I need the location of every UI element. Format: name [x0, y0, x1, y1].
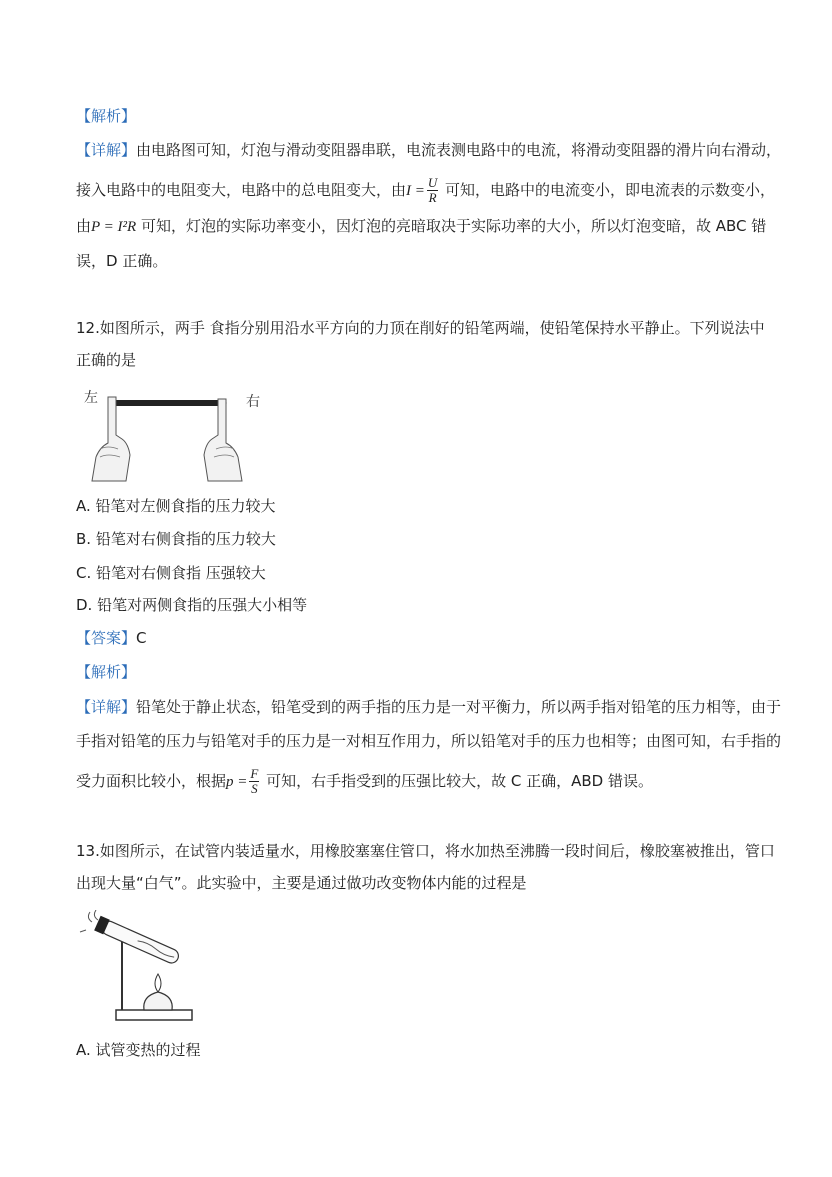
pressure-formula-lhs: p =	[226, 774, 248, 790]
analysis-tag: 【解析】	[76, 107, 137, 125]
q12-answer	[76, 628, 147, 648]
q11-detail-line-3: 由P = I²R 可知，灯泡的实际功率变小，因灯泡的亮暗取决于实际功率的大小，所以灯泡变暗，故 ABC 错	[76, 217, 767, 235]
current-formula-lhs: I =	[406, 183, 425, 199]
detail-tag: 【详解】	[76, 141, 137, 159]
q11-detail-line-2: 接入电路中的电阻变大，电路中的总电阻变大，由I = $\frac{U}{R}$ 可知，电路中的电流变小，即电流表的示数变小，	[76, 175, 776, 205]
stand-base	[116, 1010, 192, 1020]
test-tube	[100, 919, 181, 965]
right-hand	[204, 399, 242, 481]
q13-stem-line-1: 13.如图所示，在试管内装适量水，用橡胶塞塞住管口，将水加热至沸腾一段时间后，橡胶塞被推出，管口	[76, 842, 775, 860]
q12-option-b: B. 铅笔对右侧食指的压力较大	[76, 530, 276, 548]
pencil-hands-drawing	[78, 383, 258, 483]
detail-tag: 【详解】	[76, 698, 137, 716]
q12-option-c: C. 铅笔对右侧食指 压强较大	[76, 564, 266, 582]
figure-right-label: 右	[246, 394, 260, 410]
pencil-fingers-figure	[78, 383, 258, 483]
q12-option-a: A. 铅笔对左侧食指的压力较大	[76, 497, 276, 515]
q12-detail-line-1: 【详解】铅笔处于静止状态，铅笔受到的两手指的压力是一对平衡力，所以两手指对铅笔的压力相等，由于	[76, 698, 782, 716]
q11-detail-line-1: 【详解】由电路图可知，灯泡与滑动变阻器串联，电流表测电路中的电流，将滑动变阻器的滑片向右滑动，	[76, 141, 782, 159]
q12-option-d: D. 铅笔对两侧食指的压强大小相等	[76, 596, 308, 614]
q12-stem-line-2: 正确的是	[76, 351, 137, 369]
pencil-body	[112, 400, 220, 406]
test-tube-figure	[78, 910, 198, 1025]
left-hand	[92, 397, 130, 481]
answer-value: C	[136, 629, 147, 647]
pressure-formula-fraction: $\frac{F}{S}$	[250, 766, 259, 796]
answer-tag: 【答案】	[76, 629, 137, 647]
q12-detail-line-3: 受力面积比较小，根据p = $\frac{F}{S}$ 可知，右手指受到的压强比较大，故 C 正确，ABD 错误。	[76, 766, 653, 796]
power-formula: P = I²R	[91, 219, 137, 235]
current-formula-fraction: $\frac{U}{R}$	[427, 175, 438, 205]
q13-option-a: A. 试管变热的过程	[76, 1041, 201, 1059]
q12-stem-line-1: 12.如图所示，两手 食指分别用沿水平方向的力顶在削好的铅笔两端，使铅笔保持水平静止。下列说法中	[76, 319, 765, 337]
q13-stem-line-2: 出现大量“白气”。此实验中，主要是通过做功改变物体内能的过程是	[76, 874, 527, 892]
q11-detail-line-4: 误，D 正确。	[76, 252, 168, 270]
figure-left-label: 左	[84, 390, 98, 406]
q12-detail-line-2: 手指对铅笔的压力与铅笔对手的压力是一对相互作用力，所以铅笔对手的压力也相等；由图可知，右手指的	[76, 732, 782, 750]
q12-analysis-tag: 【解析】	[76, 663, 137, 681]
test-tube-drawing	[78, 910, 198, 1025]
flame	[155, 974, 161, 992]
alcohol-lamp	[144, 992, 172, 1010]
